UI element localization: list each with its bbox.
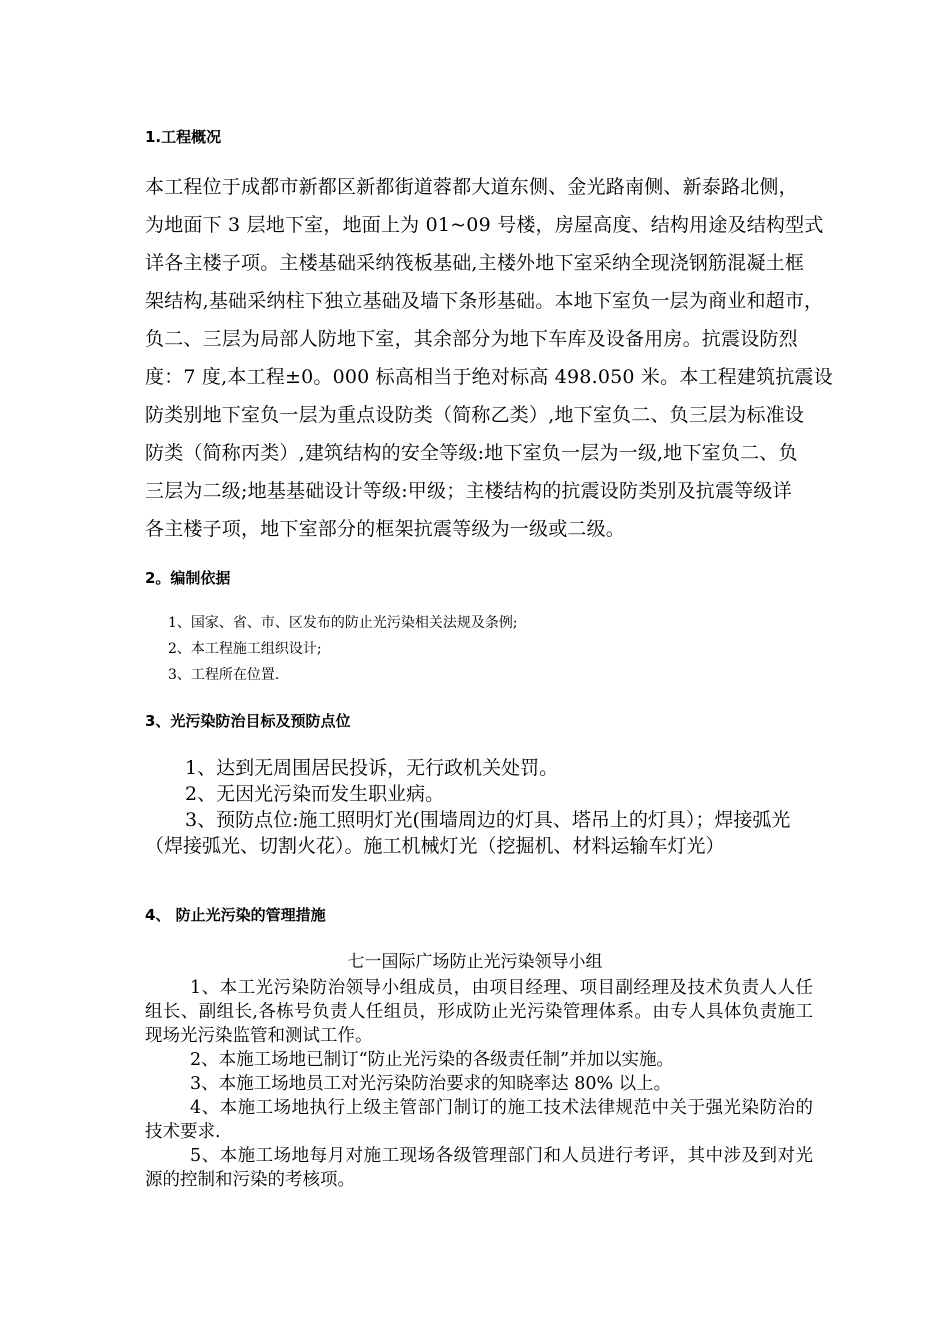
body-paragraph: 4、本施工场地执行上级主管部门制订的施工技术法律规范中关于强光染防治的技术要求. [145,1098,813,1142]
body-paragraph: 2、本施工场地已制订“防止光污染的各级责任制”并加以实施。 [190,1050,675,1070]
section-4-body [145,976,813,1192]
body-line: 度：7 度,本工程±0。000 标高相当于绝对标高 498.050 米。本工程建筑抗震设 [145,366,833,388]
body-paragraph: 1、本工光污染防治领导小组成员，由项目经理、项目副经理及技术负责人人任组长、副组长,各栋号负责人任组员，形成防止光污染管理体系。由专人具体负责施工现场光污染监管和测试工作。 [145,978,813,1046]
body-line: 三层为二级;地基基础设计等级:甲级；主楼结构的抗震设防类别及抗震等级详 [145,480,792,502]
section-2-heading: 2。编制依据 [145,569,231,587]
body-line: 为地面下 3 层地下室，地面上为 01~09 号楼，房屋高度、结构用途及结构型式 [145,214,824,236]
body-paragraph: 3、本施工场地员工对光污染防治要求的知晓率达 80% 以上。 [190,1074,672,1094]
body-line: 本工程位于成都市新都区新都街道蓉都大道东侧、金光路南侧、新泰路北侧， [145,176,798,198]
section-4-subtitle: 七一国际广场防止光污染领导小组 [347,952,603,972]
section-1-heading: 1.工程概况 [145,128,222,146]
section-3-list [145,755,815,859]
list-item: 1、达到无周围居民投诉，无行政机关处罚。 [185,757,559,779]
list-item: 2、本工程施工组织设计; [168,641,322,657]
body-line: 各主楼子项，地下室部分的框架抗震等级为一级或二级。 [145,518,626,540]
list-item: 1、国家、省、市、区发布的防止光污染相关法规及条例; [168,615,518,631]
list-item: 3、预防点位:施工照明灯光(围墙周边的灯具、塔吊上的灯具）；焊接弧光（焊接弧光、切割火花）。施工机械灯光（挖掘机、材料运输车灯光） [145,809,791,857]
list-item: 2、无因光污染而发生职业病。 [185,783,445,805]
body-line: 架结构,基础采纳柱下独立基础及墙下条形基础。本地下室负一层为商业和超市， [145,290,824,312]
body-line: 防类别地下室负一层为重点设防类（简称乙类）,地下室负二、负三层为标准设 [145,404,805,426]
list-item: 3、工程所在位置. [168,667,280,683]
section-2-list [168,610,518,688]
body-line: 详各主楼子项。主楼基础采纳筏板基础,主楼外地下室采纳全现浇钢筋混凝土框 [145,252,805,274]
section-1-body [145,168,833,548]
section-3-heading: 3、光污染防治目标及预防点位 [145,712,351,730]
section-4-heading: 4、 防止光污染的管理措施 [145,906,326,924]
body-line: 负二、三层为局部人防地下室，其余部分为地下车库及设备用房。抗震设防烈 [145,328,798,350]
body-line: 防类（简称丙类）,建筑结构的安全等级:地下室负一层为一级,地下室负二、负 [145,442,798,464]
body-paragraph: 5、本施工场地每月对施工现场各级管理部门和人员进行考评，其中涉及到对光源的控制和污染的考核项。 [145,1146,813,1190]
